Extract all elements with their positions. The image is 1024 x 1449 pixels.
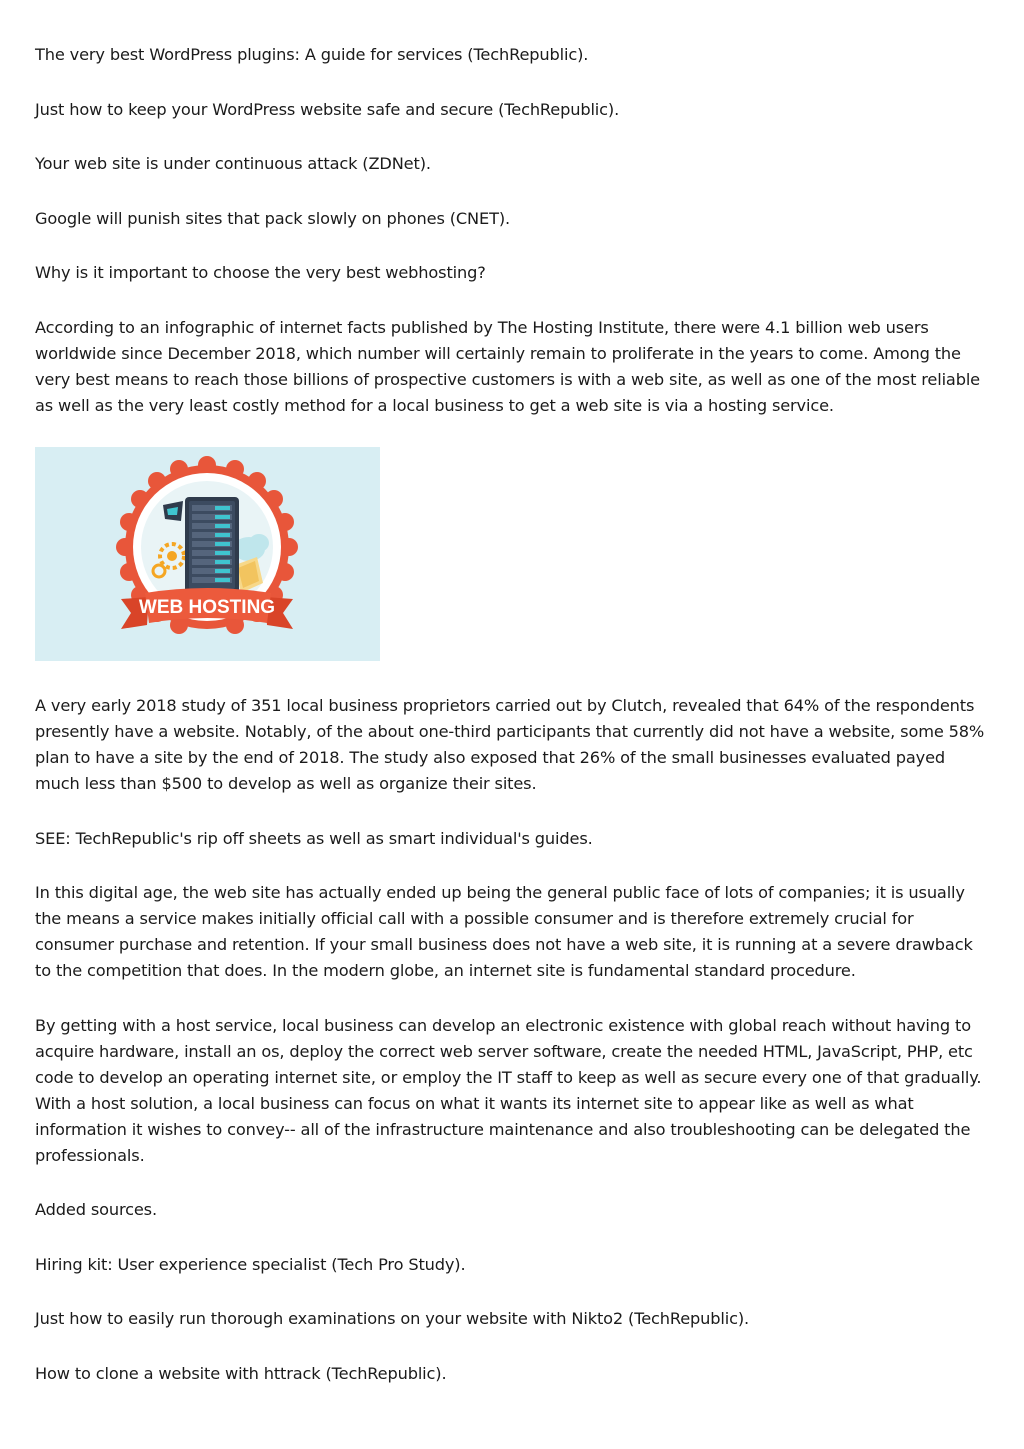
paragraph-google-slow-sites: Google will punish sites that pack slowly on phones (CNET). — [35, 208, 510, 228]
paragraph-clutch-study: A very early 2018 study of 351 local business proprietors carried out by Clutch, revealed that 64% of the respondents presently have a website. Notably, of the about one-third participants that currently did not have a website, some 58% plan to have a site by the end of 2018. The study also exposed that 26% of the small businesses evaluated payed much less than $500 to develop as well as organize their sites. — [35, 696, 985, 793]
server-rack-icon — [183, 497, 241, 596]
paragraph-infographic-facts: According to an infographic of internet facts published by The Hosting Institute, there were 4.1 billion web users worldwide since December 2018, which number will certainly remain to proliferate in the years to come. Among the very best means to reach those billions of prospective customers is with a web site, as well as one of the most reliable as well as the very least costly method for a local business to get a web site is via a hosting service. — [35, 317, 980, 415]
paragraph-continuous-attack: Your web site is under continuous attack (ZDNet). — [35, 154, 431, 173]
paragraph-hiring-kit: Hiring kit: User experience specialist (Tech Pro Study). — [35, 1254, 466, 1274]
paragraph-added-sources: Added sources. — [35, 1200, 157, 1219]
paragraph-digital-age: In this digital age, the web site has actually ended up being the general public face of lots of companies; it is usually the means a service makes initially official call with a possible consumer and is therefore extremely crucial for consumer purchase and retention. If your small business does not have a web site, it is running at a severe drawback to the competition that does. In the modern globe, an internet site is fundamental standard procedure. — [35, 883, 973, 980]
paragraph-wordpress-plugins: The very best WordPress plugins: A guide for services (TechRepublic). — [35, 45, 589, 64]
paragraph-see-cheat-sheets: SEE: TechRepublic's rip off sheets as well as smart individual's guides. — [35, 828, 593, 848]
paragraph-host-service: By getting with a host service, local business can develop an electronic existence with global reach without having to acquire hardware, install an os, deploy the correct web server software, create the needed HTML, JavaScript, PHP, etc code to develop an operating internet site, or employ the IT staff to keep as well as secure every one of that gradually. With a host solution, a local business can focus on what it wants its internet site to appear like as well as what information it wishes to convey-- all of the infrastructure maintenance and also troubleshooting can be delegated the professionals. — [35, 1015, 982, 1165]
web-hosting-badge-graphic — [35, 447, 380, 661]
paragraph-wordpress-security: Just how to keep your WordPress website safe and secure (TechRepublic). — [35, 99, 620, 119]
paragraph-nikto2: Just how to easily run thorough examinations on your website with Nikto2 (TechRepublic). — [35, 1309, 750, 1328]
paragraph-httrack: How to clone a website with httrack (TechRepublic). — [35, 1363, 447, 1383]
web-hosting-illustration — [35, 447, 380, 661]
article-body — [35, 42, 985, 1415]
banner-text: WEB HOSTING — [138, 597, 276, 618]
paragraph-why-webhosting: Why is it important to choose the very best webhosting? — [35, 263, 486, 282]
